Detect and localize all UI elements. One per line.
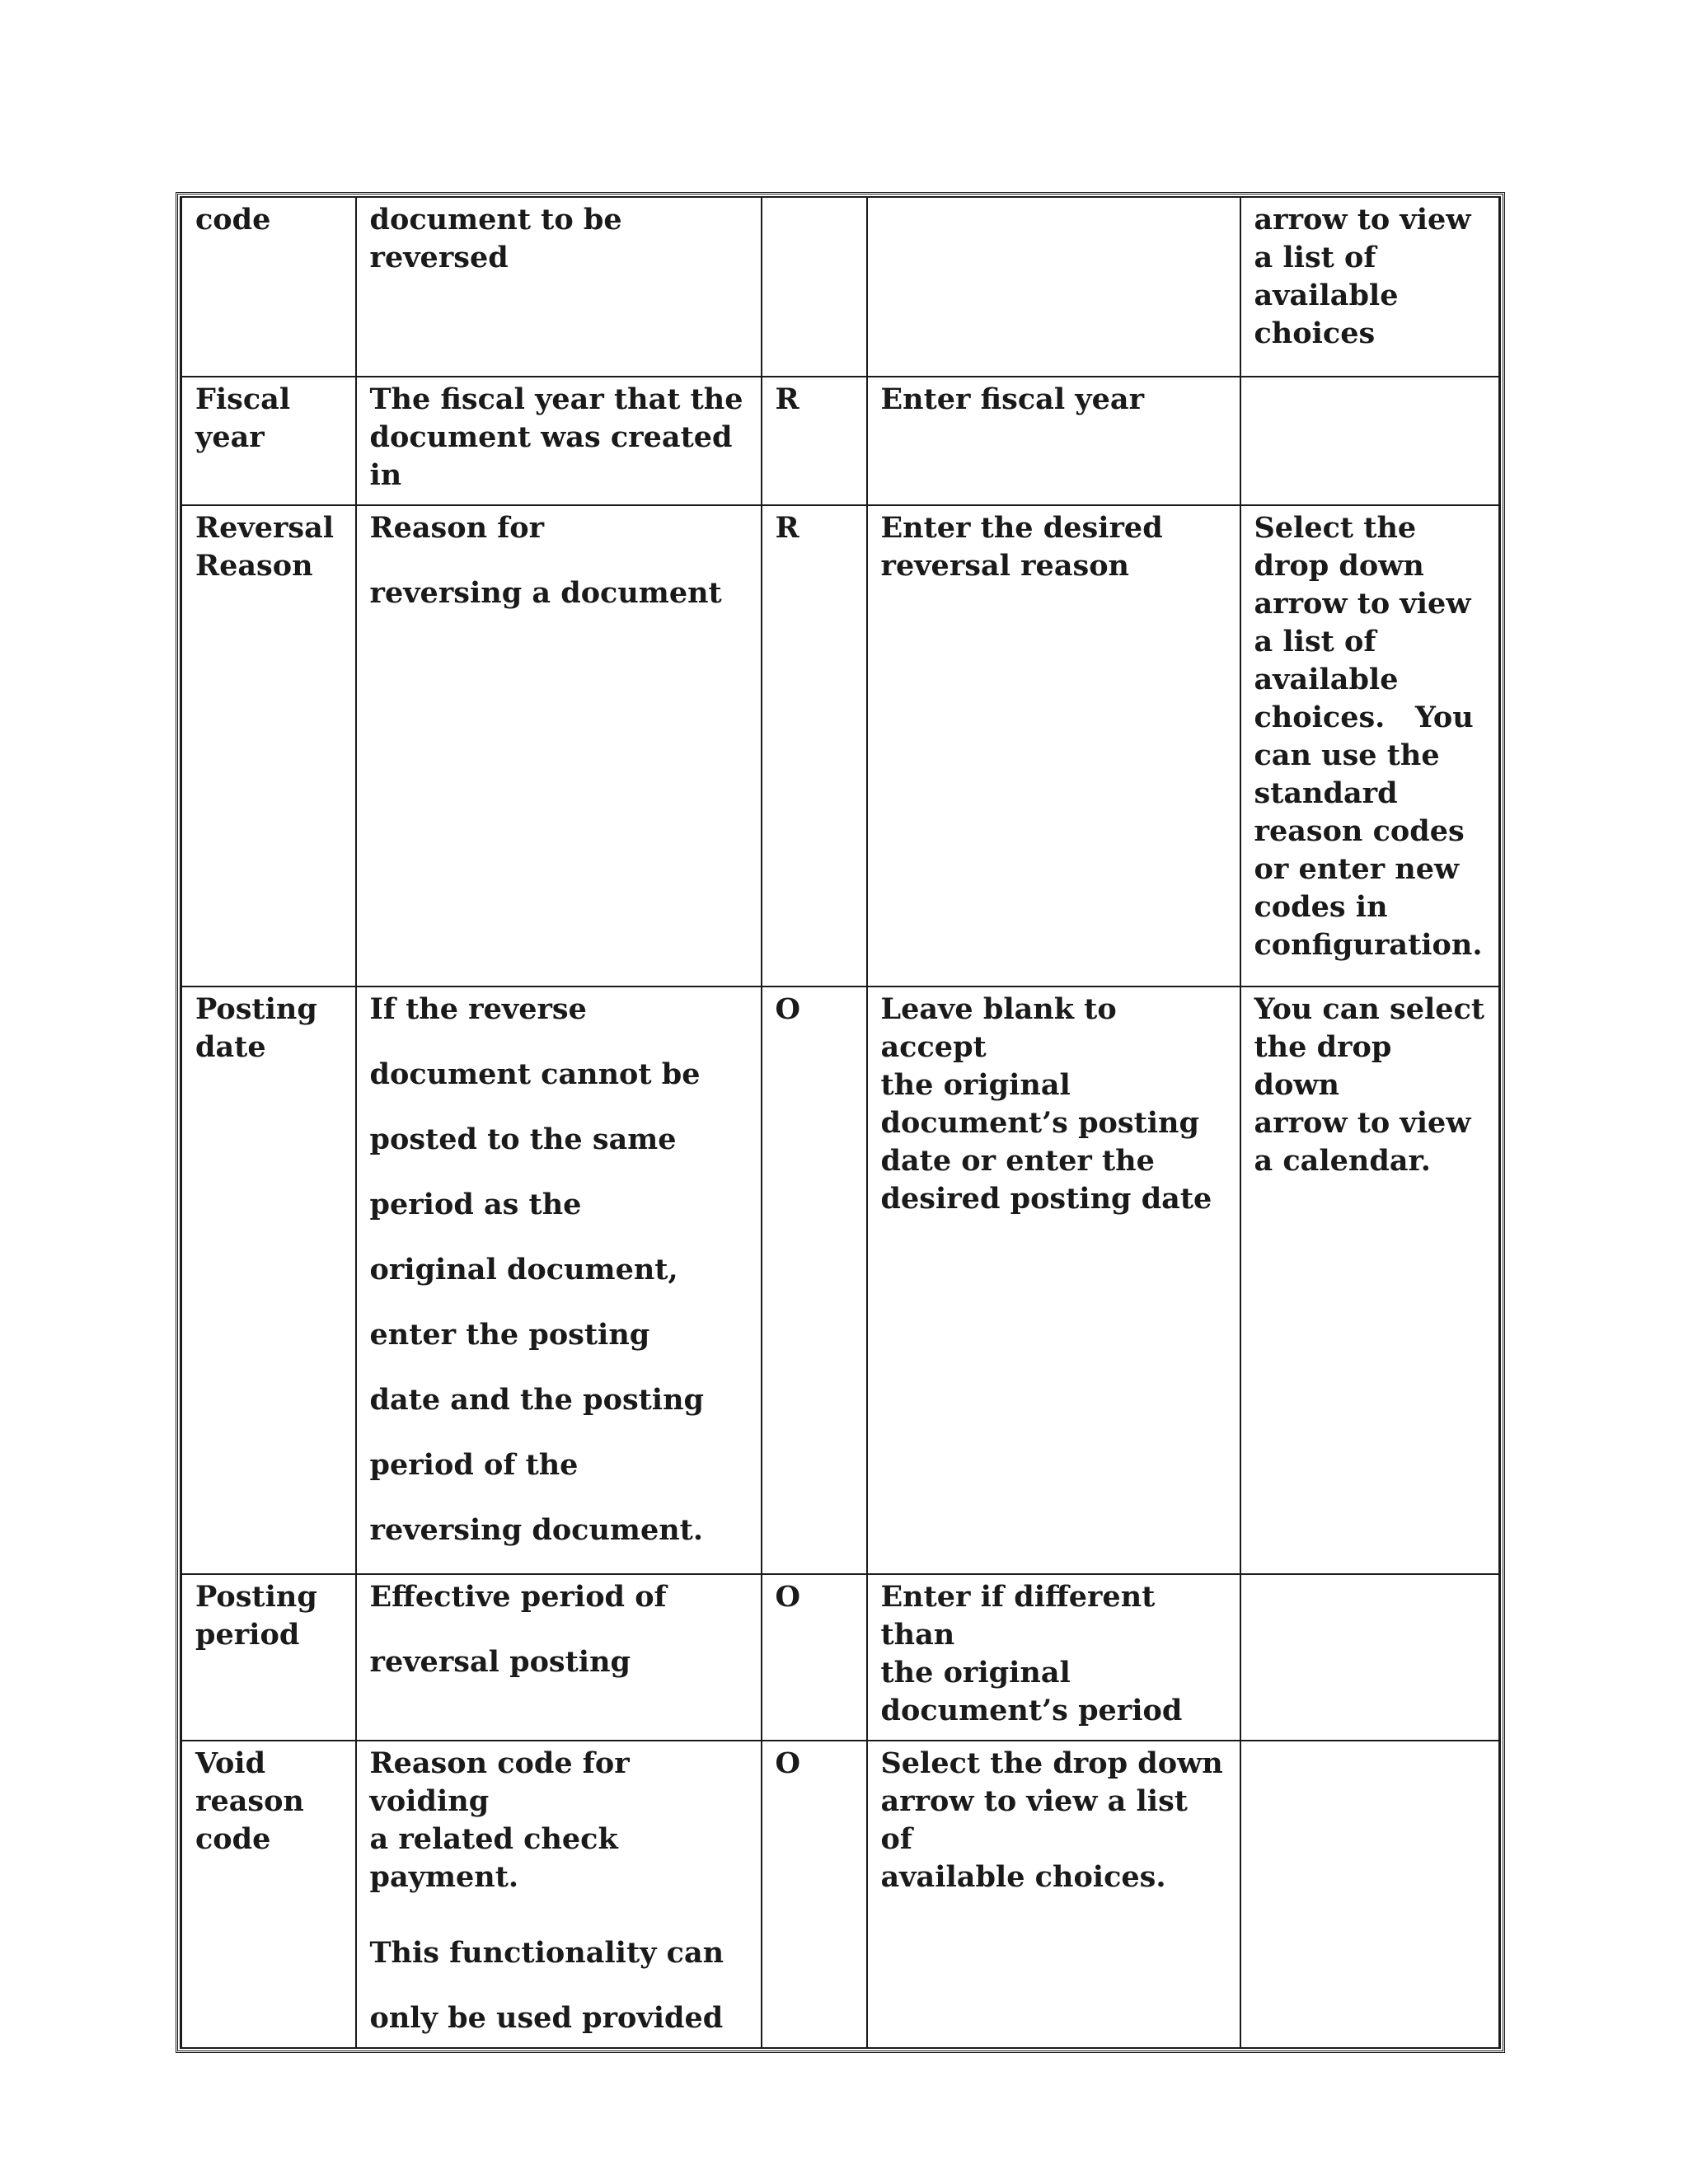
table-row — [181, 1741, 1500, 2048]
requirement-cell — [762, 1574, 867, 1741]
description-line: date and the posting — [369, 1383, 705, 1417]
notes-line: reason codes — [1254, 814, 1465, 848]
field-name-line: Fiscal — [195, 382, 291, 416]
requirement-cell — [762, 197, 867, 377]
entry-cell — [867, 987, 1240, 1574]
description-line: The fiscal year that the — [369, 382, 743, 416]
description-line: reversal posting — [369, 1645, 631, 1679]
entry-cell — [867, 1574, 1240, 1741]
notes-line: arrow to view — [1254, 203, 1471, 237]
notes-line: a list of — [1254, 241, 1376, 274]
field-name-cell — [181, 987, 356, 1574]
description-cell — [356, 1741, 762, 2048]
notes-line: a list of — [1254, 625, 1376, 658]
field-reference-table — [180, 196, 1501, 2049]
description-line: enter the posting — [369, 1318, 650, 1352]
field-name-line: Reason — [195, 549, 313, 583]
description-line: If the reverse — [369, 992, 587, 1026]
description-line: document was created in — [369, 420, 733, 492]
notes-cell — [1240, 505, 1500, 987]
field-name-line: Posting — [195, 992, 317, 1026]
description-line: reversing a document — [369, 576, 722, 610]
entry-line: the original — [880, 1068, 1071, 1102]
entry-line: the original — [880, 1656, 1071, 1690]
notes-line: or enter new — [1254, 852, 1460, 886]
field-name-cell — [181, 197, 356, 377]
table-row — [181, 1574, 1500, 1741]
entry-line: Leave blank to accept — [880, 992, 1117, 1064]
notes-cell — [1240, 197, 1500, 377]
description-line: Reason for — [369, 511, 545, 545]
field-name-line: year — [195, 420, 265, 454]
notes-line: arrow to view — [1254, 587, 1471, 621]
field-name-cell — [181, 1741, 356, 2048]
notes-line: choices. You — [1254, 701, 1474, 734]
entry-line: Select the drop down — [880, 1746, 1223, 1780]
description-line: document to be reversed — [369, 203, 622, 274]
description-cell — [356, 505, 762, 987]
requirement-code: R — [775, 511, 799, 545]
notes-line: available — [1254, 279, 1399, 312]
description-line: period as the — [369, 1188, 582, 1221]
notes-cell — [1240, 1741, 1500, 2048]
description-line: Reason code for voiding — [369, 1746, 630, 1818]
requirement-code: O — [775, 992, 800, 1026]
entry-cell — [867, 197, 1240, 377]
table-row — [181, 197, 1500, 377]
entry-line: Enter fiscal year — [880, 382, 1145, 416]
notes-line: standard — [1254, 776, 1398, 810]
notes-line: available — [1254, 663, 1399, 696]
description-line: document cannot be — [369, 1057, 701, 1091]
entry-cell — [867, 505, 1240, 987]
field-name-line: code — [195, 1822, 271, 1856]
description-cell — [356, 987, 762, 1574]
description-cell — [356, 1574, 762, 1741]
notes-cell — [1240, 1574, 1500, 1741]
requirement-cell — [762, 505, 867, 987]
field-name-cell — [181, 505, 356, 987]
notes-line: configuration. — [1254, 928, 1483, 962]
description-cell — [356, 197, 762, 377]
field-name-line: period — [195, 1618, 300, 1652]
notes-cell — [1240, 987, 1500, 1574]
field-name-cell — [181, 1574, 356, 1741]
entry-cell — [867, 1741, 1240, 2048]
paragraph-gap — [370, 1896, 748, 1934]
description-line: a related check payment. — [369, 1822, 618, 1894]
field-name-cell — [181, 377, 356, 505]
field-name-line: date — [195, 1030, 266, 1064]
notes-line: drop down — [1254, 549, 1424, 583]
description-line: only be used provided — [369, 2001, 724, 2035]
description-line: posted to the same — [369, 1122, 677, 1156]
entry-cell — [867, 377, 1240, 505]
table-row — [181, 505, 1500, 987]
field-name-line: Posting — [195, 1580, 317, 1614]
entry-line: desired posting date — [880, 1182, 1212, 1216]
requirement-code: R — [775, 382, 799, 416]
entry-line: available choices. — [880, 1860, 1166, 1894]
notes-line: codes in — [1254, 890, 1388, 924]
entry-line: arrow to view a list of — [880, 1784, 1188, 1856]
field-name-line: Reversal — [195, 511, 335, 545]
field-name-line: reason — [195, 1784, 304, 1818]
notes-line: Select the — [1254, 511, 1417, 545]
notes-line: a calendar. — [1254, 1144, 1431, 1178]
notes-line: arrow to view — [1254, 1106, 1471, 1140]
notes-line: You can select — [1254, 992, 1485, 1026]
description-line: reversing document. — [369, 1513, 704, 1547]
description-cell — [356, 377, 762, 505]
description-line: This functionality can — [369, 1936, 724, 1970]
notes-line: the drop down — [1254, 1030, 1392, 1102]
notes-cell — [1240, 377, 1500, 505]
requirement-cell — [762, 1741, 867, 2048]
entry-line: Enter if different than — [880, 1580, 1156, 1652]
notes-line: can use the — [1254, 738, 1440, 772]
field-name-line: Void — [195, 1746, 266, 1780]
entry-line: document’s period — [880, 1694, 1183, 1727]
description-line: period of the — [369, 1448, 579, 1482]
entry-line: Enter the desired — [880, 511, 1163, 545]
entry-line: reversal reason — [880, 549, 1129, 583]
table-row — [181, 987, 1500, 1574]
description-line: original document, — [369, 1253, 678, 1286]
requirement-cell — [762, 987, 867, 1574]
requirement-cell — [762, 377, 867, 505]
field-name-line: code — [195, 203, 271, 237]
notes-line: choices — [1254, 316, 1376, 350]
description-line: Effective period of — [369, 1580, 667, 1614]
entry-line: date or enter the — [880, 1144, 1155, 1178]
table-row — [181, 377, 1500, 505]
requirement-code: O — [775, 1580, 800, 1614]
requirement-code: O — [775, 1746, 800, 1780]
entry-line: document’s posting — [880, 1106, 1199, 1140]
